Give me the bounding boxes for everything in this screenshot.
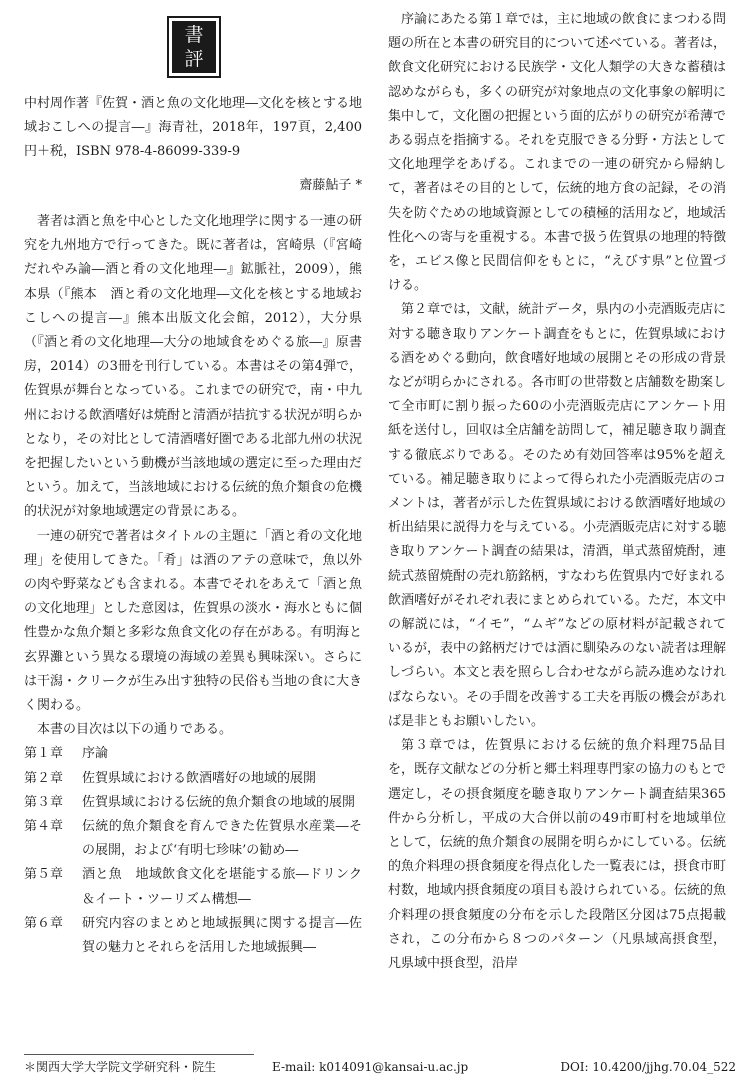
- toc-item: [24, 742, 362, 766]
- toc-chapter: 第４章: [24, 819, 64, 835]
- paragraph: 一連の研究で著者はタイトルの主題に「酒と肴の文化地理」を使用してきた。「肴」は酒のアテの意味で，魚以外の肉や野菜なども含まれる。本書でそれをあえて「酒と魚の文化地理」とした意図は，佐賀県の淡水・海水ともに個性豊かな魚介類と多彩な魚食文化の存在がある。有明海と玄界灘という異なる環境の海域の差異も興味深い。さらには干潟・クリークが生み出す独特の民俗も当地の食に大きく関わる。: [24, 528, 363, 714]
- doi-link[interactable]: DOI: 10.4200/jjhg.70.04_522: [560, 1060, 736, 1074]
- toc-title: 佐賀県域における飲酒嗜好の地域的展開: [82, 770, 317, 786]
- left-body-text: [24, 210, 362, 960]
- paragraph: 序論にあたる第１章では，主に地域の飲食にまつわる問題の所在と本書の研究目的について述べている。著者は，飲食文化研究における民族学・文化人類学の大きな蓄積は認めながらも，多くの研究が対象地点の文化事象の解明に集中して，文化圏の把握という面的広がりの研究が希薄である弱点を指摘する。それを克服できる分野・方法として文化地理学をあげる。これまでの一連の研究から帰納して，著者はその目的として，伝統的地方食の記録，その消失を防ぐための地域資源としての積極的活用など，地域活性化への寄与を重視する。本書で扱う佐賀県の地理的特徴を，エビス像と民間信仰をもとに，“えびす県”と位置づける。: [388, 12, 727, 294]
- book-review-badge: [167, 16, 221, 78]
- toc-item: [24, 791, 362, 815]
- author-email: E-mail: k014091@kansai-u.ac.jp: [272, 1060, 469, 1074]
- paragraph: 第２章では，文献，統計データ，県内の小売酒販売店に対する聴き取りアンケート調査をもとに，佐賀県域における酒をめぐる動向，飲食嗜好地域の展開とその形成の背景などが明らかにされる。各市町の世帯数と店舗数を勘案して全市町に割り振った60の小売酒販売店にアンケート用紙を送付し，回収は全店舗を訪問して，補足聴き取り調査する徹底ぶりである。そのため有効回答率は95%を超えている。補足聴き取りによって得られた小売酒販売店のコメントは，著者が示した佐賀県域における飲酒嗜好地域の析出結果に説得力を与えている。小売酒販売店に対する聴き取りアンケート調査の結果は，清酒，単式蒸留焼酎，連続式蒸留焼酎の売れ筋銘柄，すなわち佐賀県内で好まれる飲酒嗜好がそれぞれ表にまとめられている。ただ，本文中の解説には，“イモ”，“ムギ”などの原材料が記載されているが，表中の銘柄だけでは酒に馴染みのない読者は理解しづらい。本文と表を照らし合わせながら読み進めなければならない。その手間を改善する工夫を再版の機会があれば是非ともお願いしたい。: [388, 302, 727, 729]
- toc-chapter: 第２章: [24, 770, 64, 786]
- paragraph: 本書の目次は以下の通りである。: [37, 722, 233, 738]
- badge-char-1: 書: [184, 24, 204, 46]
- toc-chapter: 第５章: [24, 867, 64, 883]
- toc-title: 研究内容のまとめと地域振興に関する提言―佐賀の魅力とそれらを活用した地域振興―: [82, 915, 362, 956]
- toc-title: 酒と魚 地域飲食文化を堪能する旅―ドリンク＆イート・ツーリズム構想―: [82, 867, 362, 907]
- toc-title: 序論: [82, 746, 109, 762]
- toc-item: [24, 912, 362, 960]
- book-citation: 中村周作著『佐賀・酒と魚の文化地理―文化を核とする地域おこしへの提言―』海青社，2018年，197頁，2,400円＋税，ISBN 978-4-86099-339-9: [24, 96, 363, 159]
- toc-title: 佐賀県域における伝統的魚介類食の地域的展開: [82, 794, 356, 810]
- footnote-divider: [24, 1054, 254, 1055]
- book-review-badge-label: [172, 21, 216, 73]
- toc-item: [24, 863, 362, 911]
- paragraph: 第３章では，佐賀県における伝統的魚介料理75品目を，既存文献などの分析と郷土料理専門家の協力のもとで選定し，その摂食頻度を聴き取りアンケート調査結果365件から分析し，平成の大合併以前の49市町村を地域単位として，伝統的魚介類食の展開を明らかにしている。伝統的魚介料理の摂食頻度を得点化した一覧表には，摂食市町村数，地域内摂食頻度の項目も設けられている。伝統的魚介料理の摂食頻度の分布を示した段階区分図は75点掲載され，この分布から８つのパターン（凡県域高摂食型，凡県域中摂食型，沿岸: [388, 738, 727, 971]
- toc-chapter: 第１章: [24, 746, 64, 762]
- toc-chapter: 第６章: [24, 915, 64, 931]
- paragraph: 著者は酒と魚を中心とした文化地理学に関する一連の研究を九州地方で行ってきた。既に著者は，宮崎県（『宮崎だれやみ論―酒と肴の文化地理―』鉱脈社，2009），熊本県（『熊本 酒と肴の文化地理―文化を核とする地域おこしへの提言―』熊本出版文化会館，2012），大分県（『酒と肴の文化地理―大分の地域食をめぐる旅―』原書房，2014）の3冊を刊行している。本書はその第4弾で，佐賀県が舞台となっている。これまでの研究で，南・中九州における飲酒嗜好は焼酎と清酒が拮抗する状況が明らかとなり，その対比として清酒嗜好圏である北部九州の状況を把握したいという動機が当該地域の選定に至った理由だという。加えて，当該地域における伝統的魚介類食の危機的状況が対象地域選定の背景にある。: [24, 214, 363, 520]
- right-body-text: [388, 8, 726, 976]
- toc-item: [24, 767, 362, 791]
- table-of-contents: [24, 742, 362, 960]
- toc-item: [24, 815, 362, 863]
- author-affiliation: ＊関西大学大学院文学研究科・院生: [24, 1060, 217, 1074]
- reviewer-name: 齋藤鮎子 *: [299, 178, 362, 193]
- toc-chapter: 第３章: [24, 794, 64, 810]
- badge-char-2: 評: [184, 48, 204, 70]
- toc-title: 伝統的魚介類食を育んできた佐賀県水産業―その展開，および‘有明七珍味’の勧め―: [82, 819, 362, 859]
